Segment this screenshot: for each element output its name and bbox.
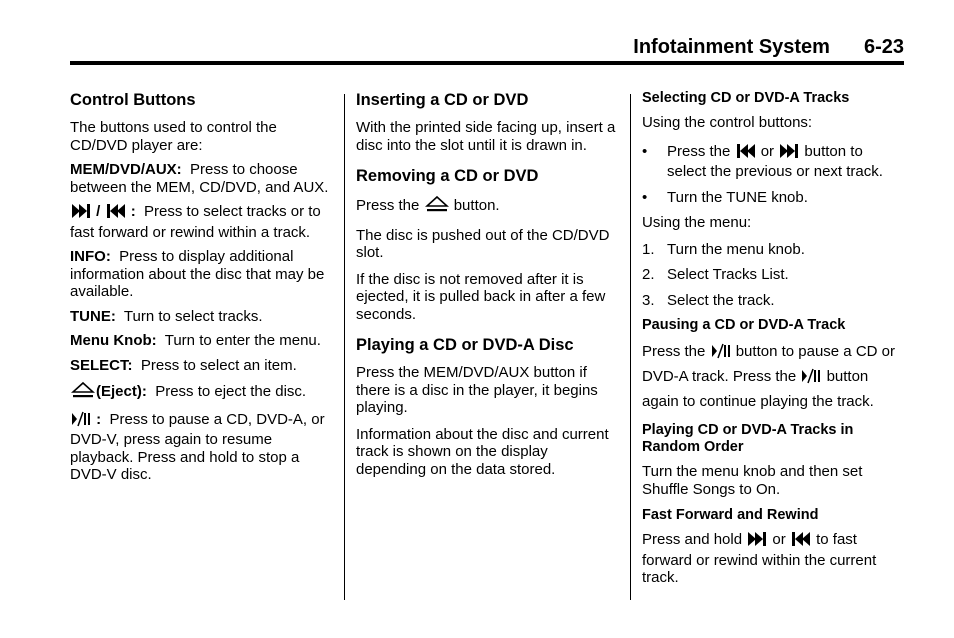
- control-buttons-intro: The buttons used to control the CD/DVD player are:: [70, 119, 277, 154]
- playing-p2: Information about the disc and current track is shown on the display depending on the data stored.: [356, 425, 609, 478]
- knob-label: Menu Knob:: [70, 332, 157, 349]
- removing-p1: [356, 195, 618, 218]
- bullet-pre: Press the: [667, 142, 731, 160]
- select-text: Press to select an item.: [140, 356, 297, 374]
- bullet-or: or: [760, 142, 775, 160]
- step-text: Select the track.: [667, 291, 775, 309]
- eject-icon: [425, 195, 449, 218]
- tune-text: Turn to select tracks.: [123, 307, 263, 325]
- tune-label: TUNE:: [70, 307, 116, 325]
- play-pause-icon: [71, 411, 91, 432]
- mem-paragraph: [70, 161, 332, 196]
- column-divider-1: [344, 94, 345, 600]
- seek-previous-icon: [736, 143, 756, 164]
- pausing-a: Press the: [642, 343, 706, 360]
- step-number: 3.: [642, 291, 655, 309]
- eject-label: (Eject):: [96, 383, 147, 400]
- seek-paragraph: [70, 203, 332, 241]
- header-rule: [70, 61, 904, 65]
- column-3: [642, 90, 904, 594]
- removing-post: button.: [453, 197, 500, 214]
- menu-intro: Using the menu:: [642, 214, 752, 231]
- pausing-b: button to pause a CD or DVD-A track. Press the: [642, 343, 895, 385]
- selecting-intro: Using the control buttons:: [642, 114, 813, 131]
- removing-p3: If the disc is not removed after it is ejected, it is pulled back in after a few seconds.: [356, 270, 606, 323]
- list-item: [642, 292, 904, 310]
- pausing-c: button again to continue playing the track.: [642, 368, 874, 410]
- menu-steps: [642, 241, 904, 310]
- pause-text: Press to pause a CD, DVD-A, or DVD-V, press again to resume playback. Press and hold to stop a DVD-V disc.: [70, 410, 325, 483]
- pausing-text: [642, 341, 904, 413]
- step-text: Turn the menu knob.: [667, 240, 805, 258]
- step-number: 2.: [642, 266, 655, 283]
- removing-p2: The disc is pushed out of the CD/DVD slot.: [356, 226, 610, 261]
- ff-a: Press and hold: [642, 531, 743, 548]
- pausing-heading: Pausing a CD or DVD-A Track: [642, 317, 846, 333]
- bullet-post: button to select the previous or next track.: [667, 142, 883, 180]
- mem-label: MEM/DVD/AUX:: [70, 161, 182, 178]
- list-item: [642, 241, 904, 259]
- ff-b: to fast forward or rewind within the current track.: [642, 531, 877, 586]
- removing-pre: Press the: [356, 197, 420, 214]
- tune-paragraph: [70, 308, 332, 326]
- seek-next-icon: [71, 203, 91, 224]
- info-label: INFO:: [70, 248, 111, 265]
- eject-paragraph: [70, 381, 332, 404]
- random-heading: Playing CD or DVD-A Tracks in Random Order: [642, 422, 854, 455]
- inserting-heading: Inserting a CD or DVD: [356, 91, 529, 109]
- seek-colon: :: [130, 203, 136, 220]
- play-pause-icon: [801, 368, 821, 391]
- random-text: Turn the menu knob and then set Shuffle Songs to On.: [642, 463, 863, 498]
- ff-text: [642, 531, 904, 587]
- play-pause-icon: [711, 343, 731, 366]
- page-number: 6-23: [863, 36, 904, 58]
- column-2: [356, 90, 618, 485]
- column-divider-2: [630, 94, 631, 600]
- section-title: Infotainment System: [633, 36, 830, 58]
- page-header: [70, 36, 904, 64]
- inserting-text: With the printed side facing up, insert a disc into the slot until it is drawn in.: [356, 119, 616, 154]
- list-item: [642, 143, 904, 181]
- seek-previous-icon: [791, 531, 811, 552]
- bullet-marker: •: [642, 142, 648, 160]
- ff-heading: Fast Forward and Rewind: [642, 507, 819, 523]
- select-label: SELECT:: [70, 356, 133, 374]
- selecting-bullets: [642, 143, 904, 207]
- pause-paragraph: [70, 411, 332, 484]
- eject-text: Press to eject the disc.: [155, 383, 307, 400]
- ff-or: or: [772, 531, 786, 548]
- seek-next-icon: [747, 531, 767, 552]
- bullet-text: Turn the TUNE knob.: [667, 188, 808, 206]
- seek-text: Press to select tracks or to fast forward or rewind within a track.: [70, 203, 321, 241]
- playing-heading: Playing a CD or DVD-A Disc: [356, 336, 574, 354]
- playing-p1: Press the MEM/DVD/AUX button if there is a disc in the player, it begins playing.: [356, 364, 598, 416]
- eject-icon: [71, 381, 95, 404]
- mem-text: Press to choose between the MEM, CD/DVD, and AUX.: [70, 161, 329, 196]
- column-1: [70, 90, 332, 491]
- seek-separator: /: [92, 203, 105, 220]
- bullet-marker: •: [642, 188, 648, 206]
- step-number: 1.: [642, 240, 655, 258]
- selecting-heading: Selecting CD or DVD-A Tracks: [642, 90, 850, 106]
- seek-next-icon: [779, 143, 799, 164]
- list-item: [642, 189, 904, 207]
- knob-text: Turn to enter the menu.: [164, 332, 321, 349]
- list-item: [642, 266, 904, 284]
- select-paragraph: [70, 357, 332, 375]
- info-text: Press to display additional information about the disc that may be available.: [70, 248, 325, 300]
- control-buttons-heading: Control Buttons: [70, 91, 196, 109]
- step-text: Select Tracks List.: [667, 266, 789, 283]
- removing-heading: Removing a CD or DVD: [356, 167, 539, 185]
- pause-colon: :: [96, 410, 102, 428]
- knob-paragraph: [70, 332, 332, 350]
- seek-previous-icon: [106, 203, 126, 224]
- info-paragraph: [70, 248, 332, 301]
